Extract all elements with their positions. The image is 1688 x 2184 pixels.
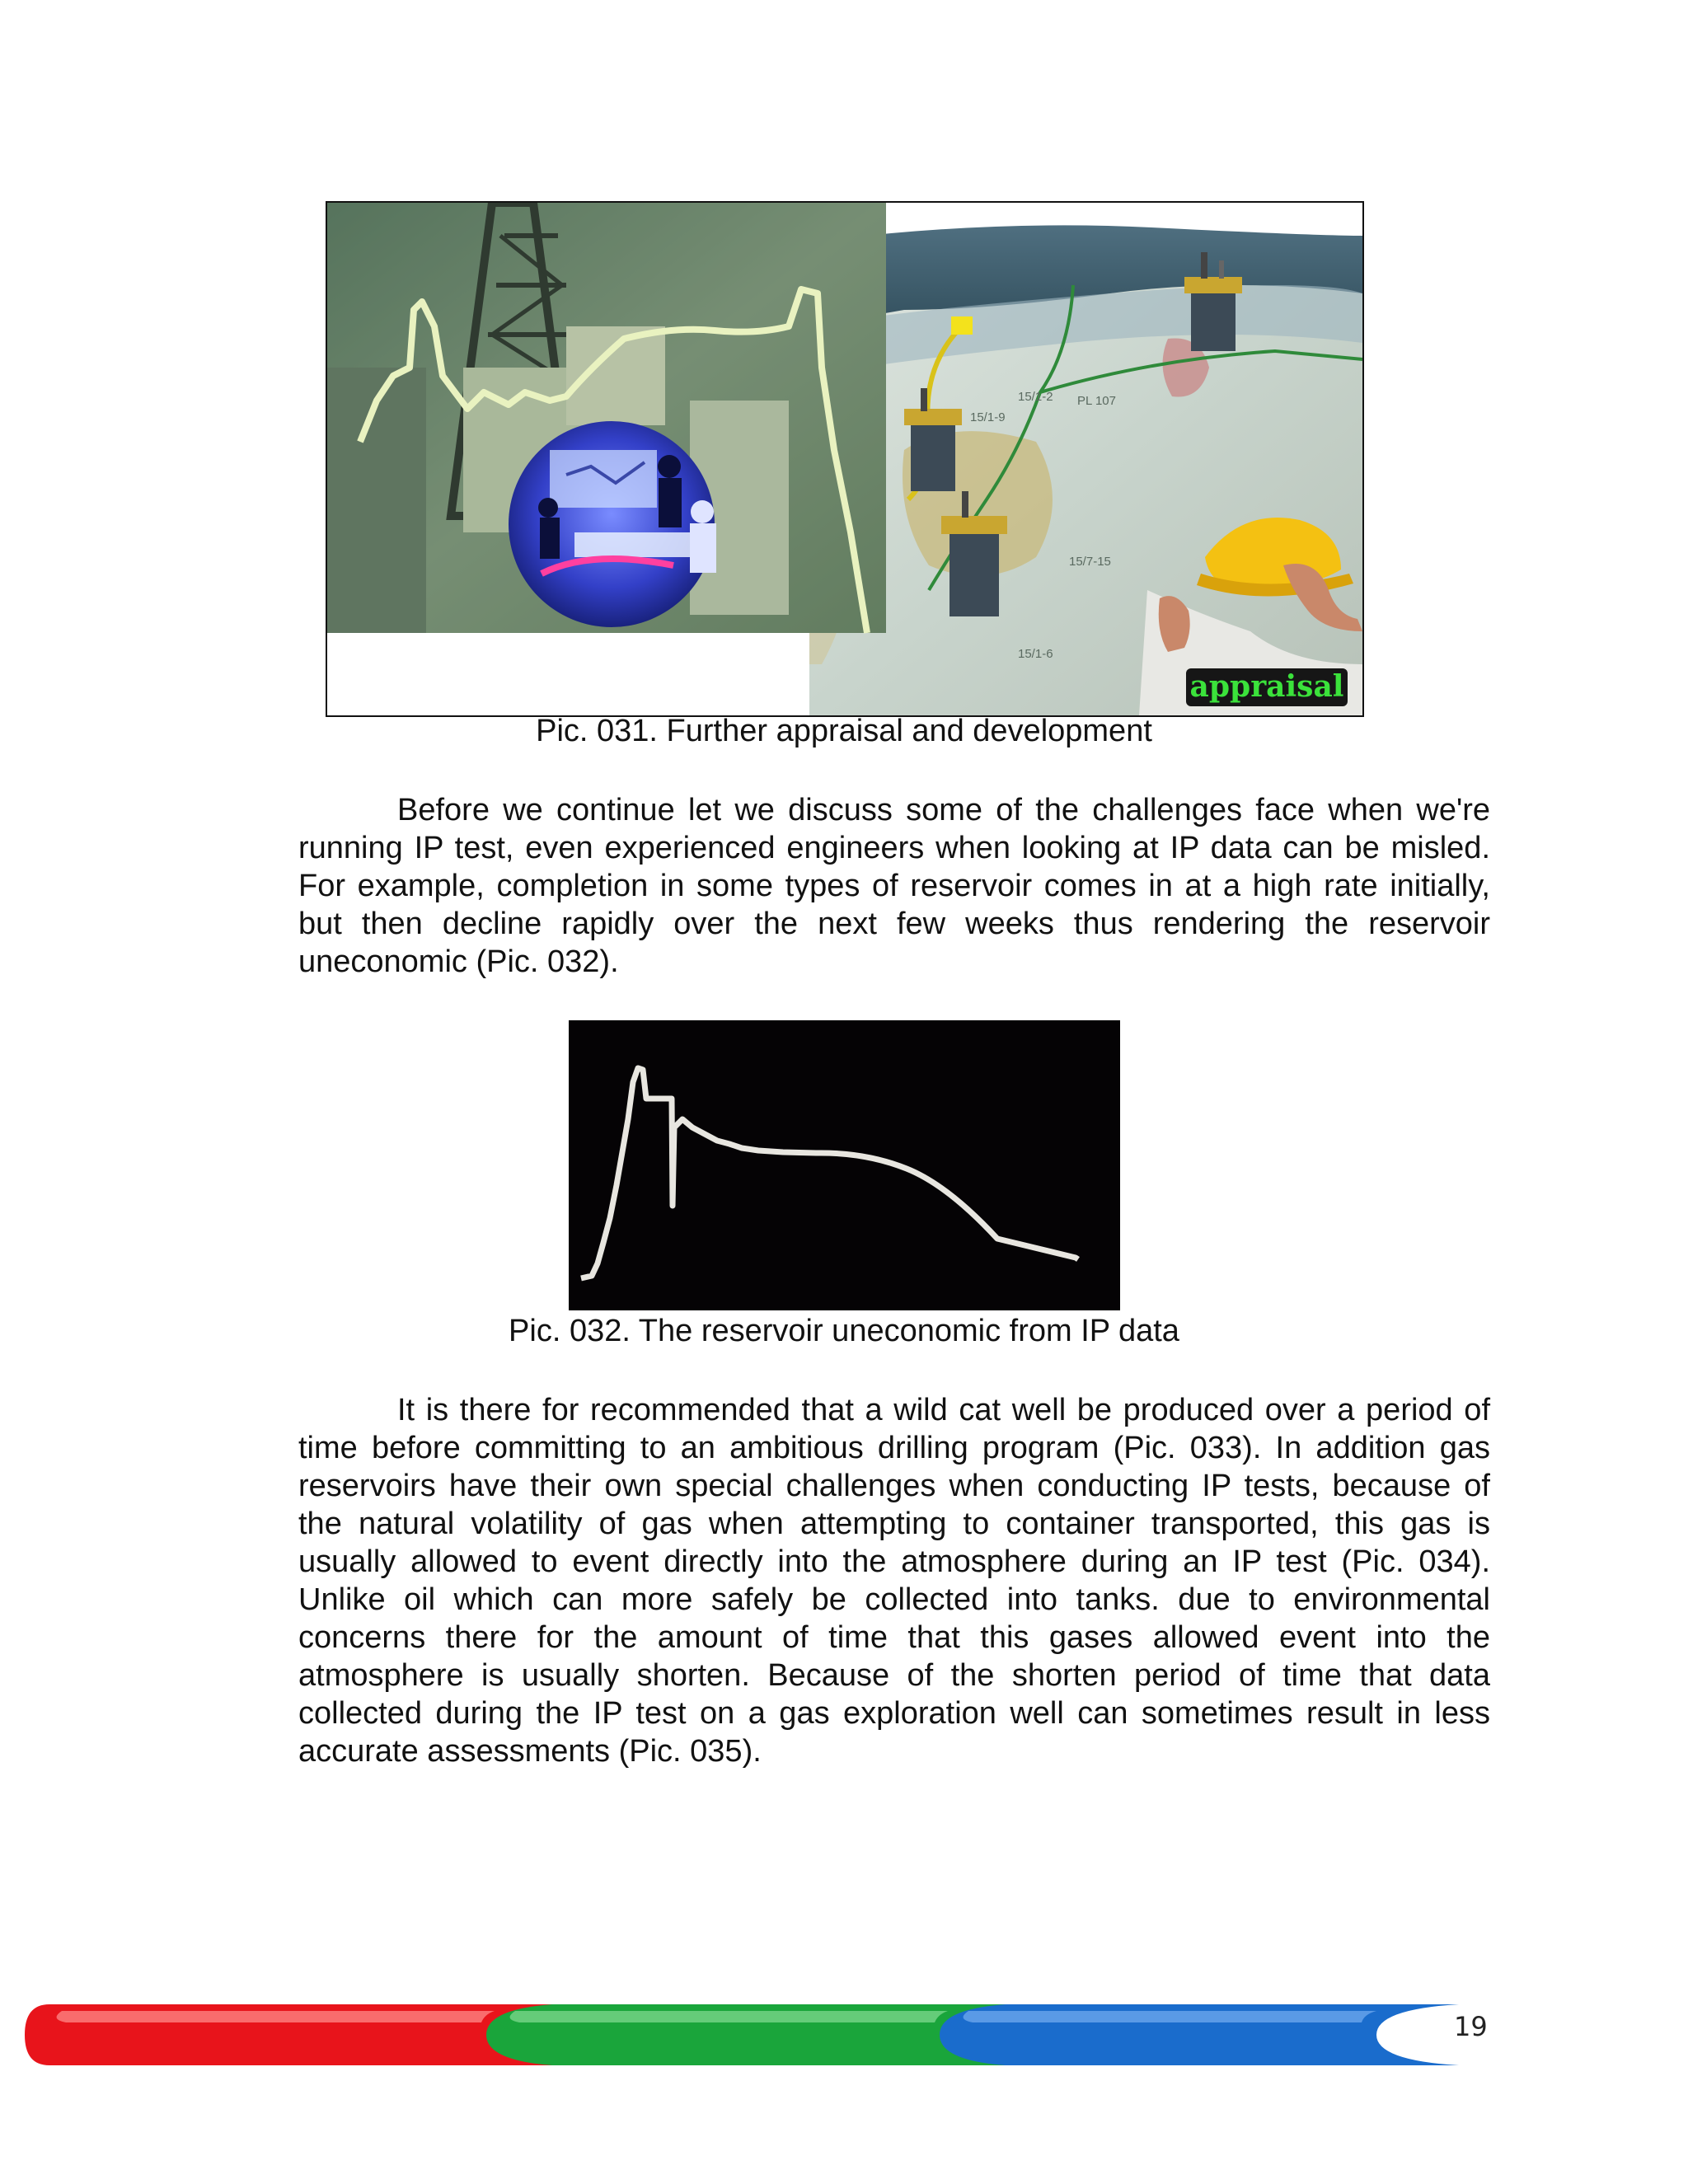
drilling-rig-photo [327, 203, 886, 633]
figure-ip-data-curve [569, 1020, 1120, 1310]
map-label: 15/7-15 [1069, 555, 1111, 569]
production-curve [581, 1068, 1078, 1278]
page-number: 19 [1454, 2011, 1488, 2042]
map-label: 15/1-9 [970, 410, 1006, 424]
appraisal-composite-image [327, 203, 1362, 715]
appraisal-badge: appraisal [1189, 669, 1344, 704]
map-label: PL 107 [1077, 394, 1116, 408]
paragraph-text: It is there for recommended that a wild cat well be produced over a period of time before committing to an ambitious drilling program (Pic. 033). In addition gas reservoirs have their own special challenges when conducting IP tests, because of the natural volatility of gas when attempting to container transported, this gas is usually allowed to event directly into the atmosphere during an IP test (Pic. 034). Unlike oil which can more safely be collected into tanks. due to environmental concerns there for the amount of time that this gases allowed event into the atmosphere is usually shorten. Because of the shorten period of time that data collected during the IP test on a gas exploration well can sometimes result in less accurate assessments (Pic. 035). [298, 1393, 1490, 1769]
paragraph-text: Before we continue let we discuss some of the challenges face when we're running IP test, even experienced engineers when looking at IP data can be misled. For example, completion in some types of reservoir comes in at a high rate initially, but then decline rapidly over the next few weeks thus rendering the reservoir uneconomic (Pic. 032). [298, 793, 1490, 979]
map-label: 15/1-2 [1018, 390, 1053, 404]
body-paragraph [298, 791, 1490, 981]
body-paragraph [298, 1391, 1490, 1770]
figure-appraisal-development [326, 201, 1364, 717]
figure-caption: Pic. 031. Further appraisal and development [536, 714, 1152, 748]
field-map [809, 203, 1362, 715]
ip-decline-curve-image [569, 1020, 1120, 1310]
map-label: 15/1-6 [1018, 647, 1053, 661]
figure-caption: Pic. 032. The reservoir uneconomic from IP data [509, 1314, 1179, 1348]
footer-decoration [25, 1999, 1459, 2070]
